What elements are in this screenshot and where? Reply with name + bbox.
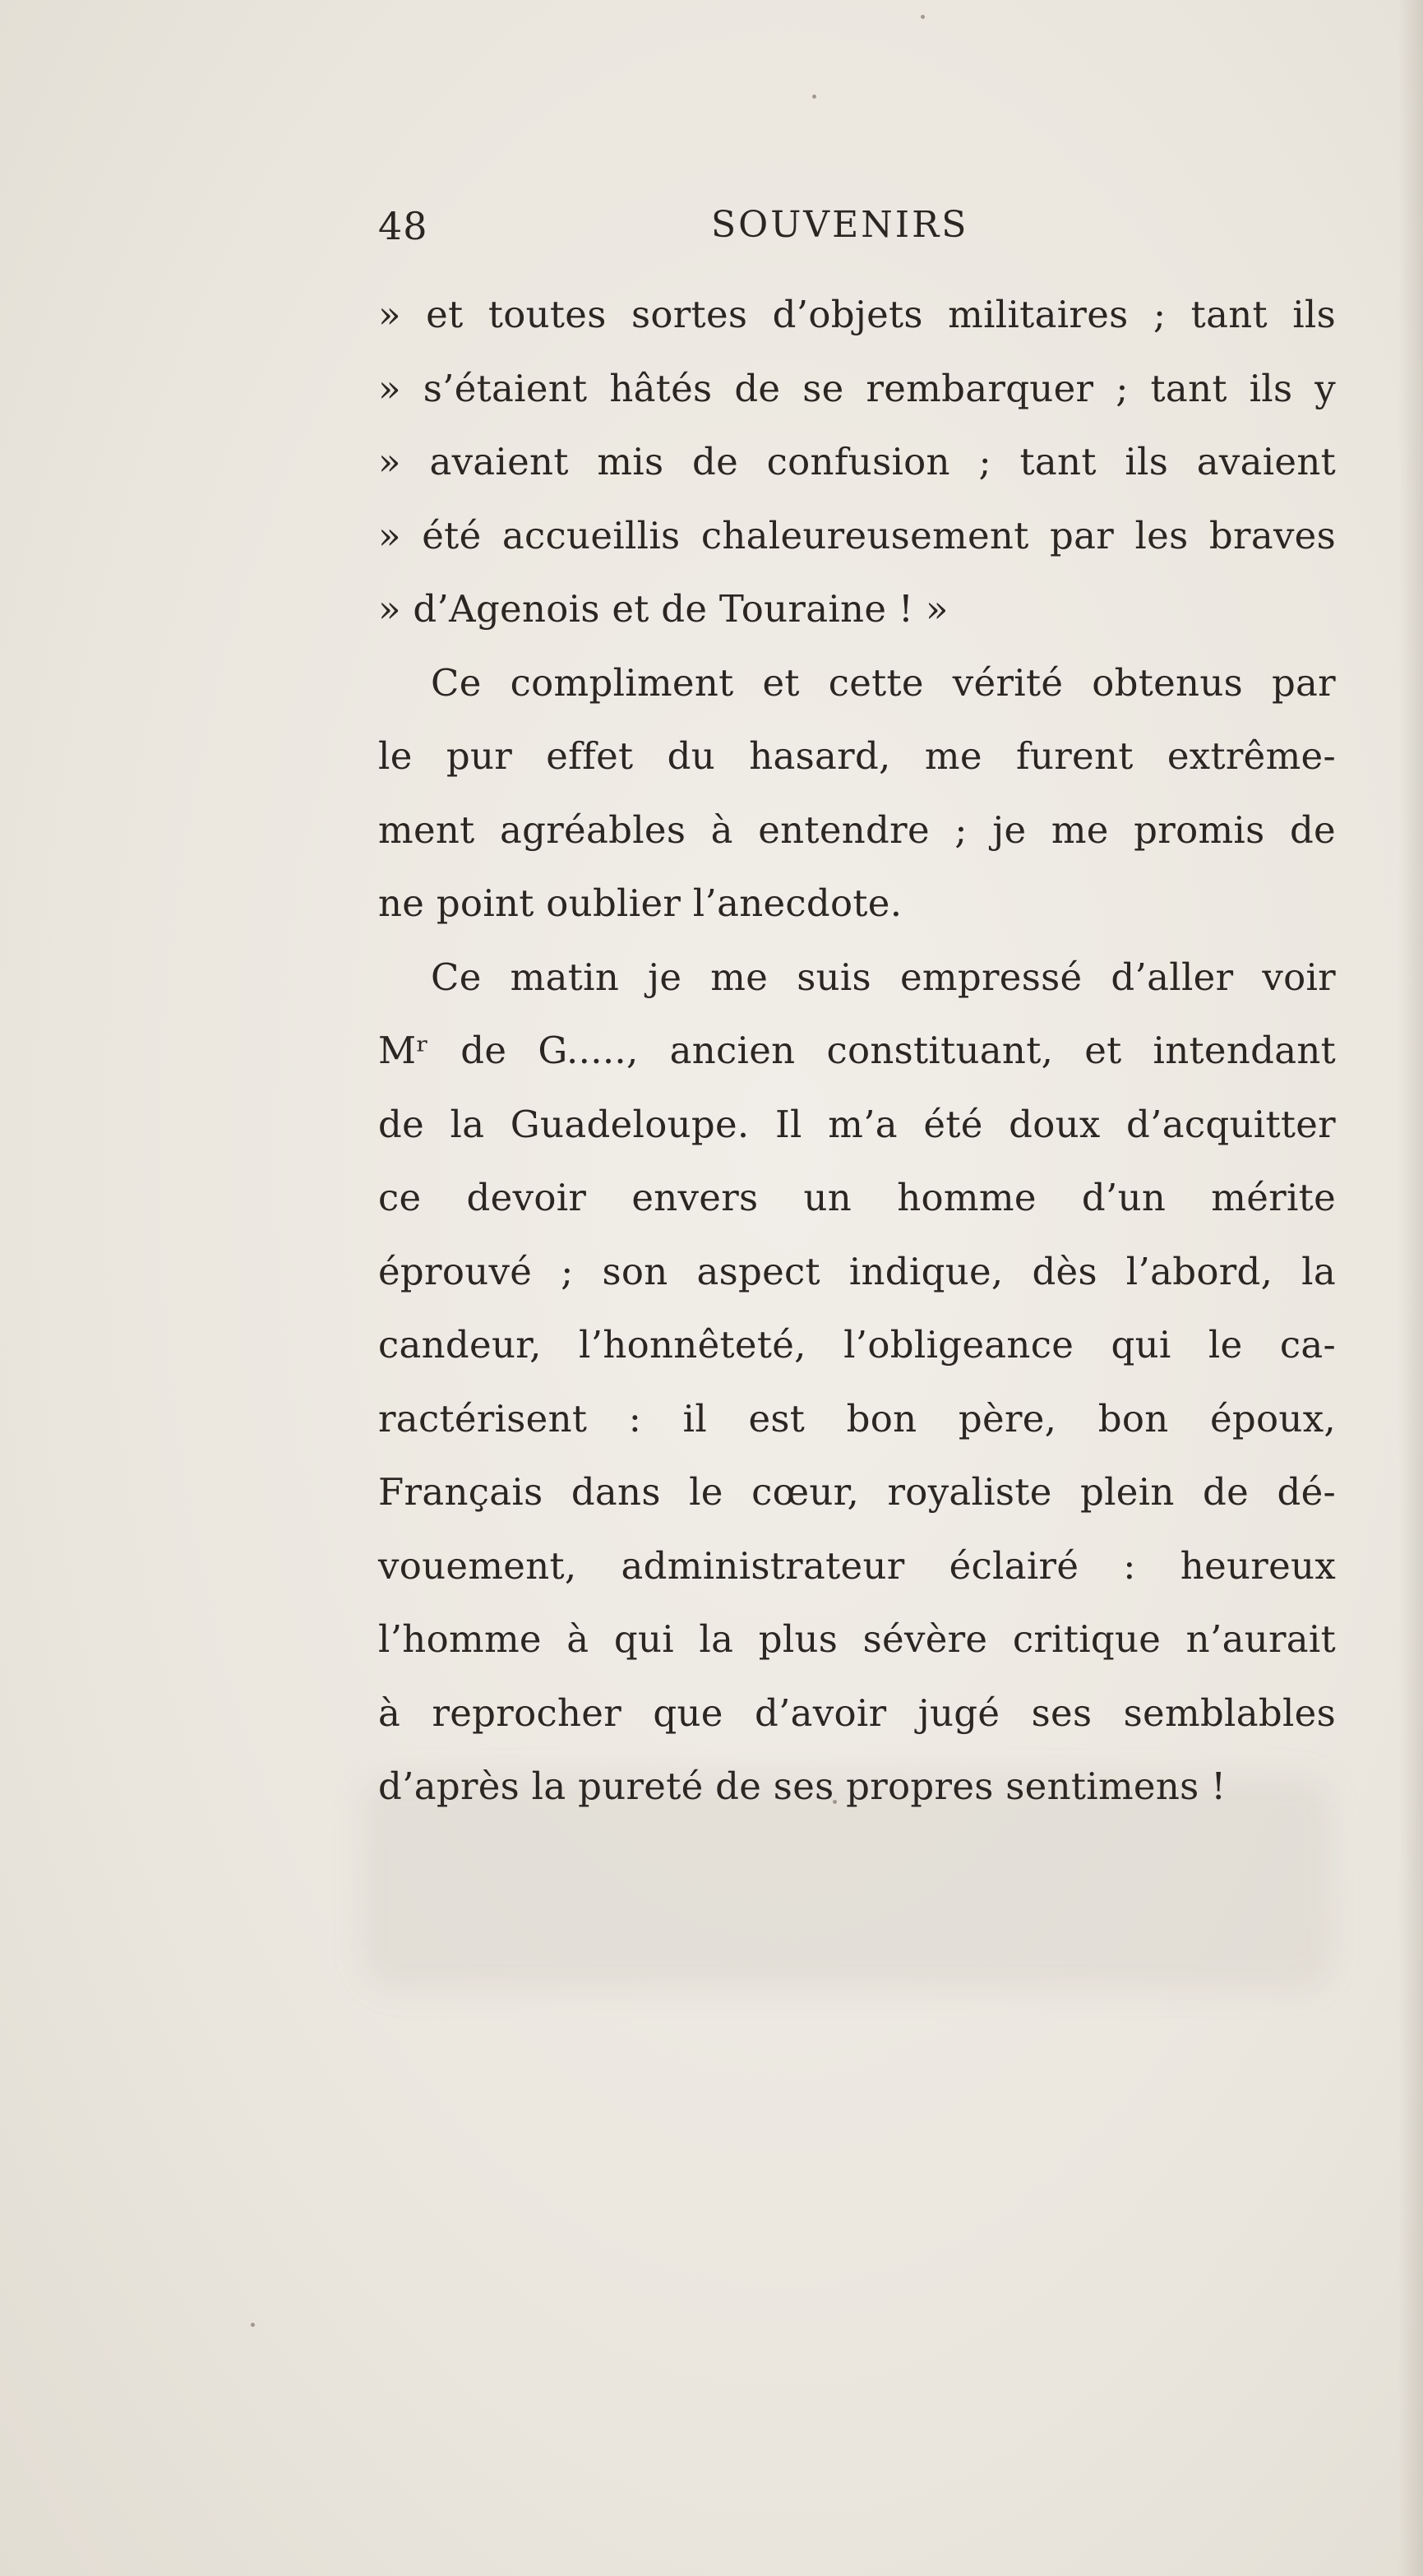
text-line: d’après la pureté de ses propres sentimens ! xyxy=(378,1764,1227,1808)
text-line: à reprocher que d’avoir jugé ses semblables xyxy=(378,1690,1336,1735)
text-line: de la Guadeloupe. Il m’a été doux d’acquitter xyxy=(378,1102,1336,1146)
text-line: le pur effet du hasard, me furent extrême- xyxy=(378,734,1336,778)
text-line: Ce matin je me suis empressé d’aller voir xyxy=(431,955,1336,999)
paper-speck xyxy=(251,2323,255,2327)
text-line: » d’Agenois et de Touraine ! » xyxy=(378,587,949,631)
body-text xyxy=(378,278,1336,1824)
text-line: Français dans le cœur, royaliste plein de dé- xyxy=(378,1470,1336,1514)
running-title: SOUVENIRS xyxy=(711,204,969,246)
text-line: candeur, l’honnêteté, l’obligeance qui le ca- xyxy=(378,1323,1336,1367)
text-line: l’homme à qui la plus sévère critique n’aurait xyxy=(378,1617,1336,1661)
text-line: ment agréables à entendre ; je me promis de xyxy=(378,807,1336,852)
paper-speck xyxy=(921,15,925,19)
text-line: Ce compliment et cette vérité obtenus par xyxy=(431,660,1336,705)
text-line: Mʳ de G....., ancien constituant, et intendant xyxy=(378,1029,1336,1072)
text-line: ce devoir envers un homme d’un mérite xyxy=(378,1176,1336,1219)
text-line: » et toutes sortes d’objets militaires ; tant ils xyxy=(378,293,1336,336)
text-line: éprouvé ; son aspect indique, dès l’abord, la xyxy=(378,1249,1336,1293)
page-number: 48 xyxy=(378,204,428,248)
text-line: vouement, administrateur éclairé : heureux xyxy=(378,1543,1336,1588)
text-line: » avaient mis de confusion ; tant ils avaient xyxy=(378,440,1336,483)
page-gutter-shadow xyxy=(1398,0,1423,2576)
text-line: » été accueillis chaleureusement par les braves xyxy=(378,513,1336,557)
paper-speck xyxy=(812,95,816,99)
text-line: ractérisent : il est bon père, bon époux, xyxy=(378,1396,1336,1441)
page-header xyxy=(378,204,1340,261)
text-line: ne point oublier l’anecdote. xyxy=(378,881,903,925)
text-line: » s’étaient hâtés de se rembarquer ; tant ils y xyxy=(378,366,1336,410)
